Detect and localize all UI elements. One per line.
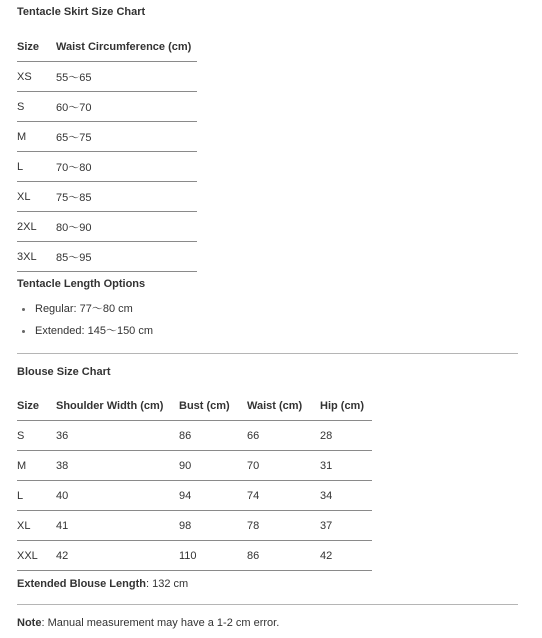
tentacle-length-list — [17, 298, 153, 342]
cell-size: XXL — [17, 541, 56, 571]
table-row — [17, 62, 197, 92]
list-item — [17, 320, 153, 342]
tentacle-length-title: Tentacle Length Options — [17, 278, 146, 290]
note-text: : Manual measurement may have a 1-2 cm error. — [41, 617, 280, 629]
cell-hip: 37 — [320, 511, 372, 541]
column-header-bust: Bust (cm) — [179, 391, 247, 421]
cell-bust: 98 — [179, 511, 247, 541]
column-header-size: Size — [17, 391, 56, 421]
cell-size: S — [17, 92, 56, 122]
cell-bust: 90 — [179, 451, 247, 481]
column-header-shoulder-width: Shoulder Width (cm) — [56, 391, 179, 421]
column-header-size: Size — [17, 32, 56, 62]
table-row — [17, 421, 372, 451]
extended-blouse-length-label: Extended Blouse Length — [17, 578, 146, 590]
cell-size: XL — [17, 182, 56, 212]
column-header-waist: Waist (cm) — [247, 391, 320, 421]
note-label: Note — [17, 617, 42, 629]
cell-waist: 74 — [247, 481, 320, 511]
cell-size: L — [17, 152, 56, 182]
cell-shoulder-width: 42 — [56, 541, 179, 571]
cell-shoulder-width: 41 — [56, 511, 179, 541]
bullet-icon — [22, 308, 25, 311]
cell-waist: 70～80 — [56, 152, 197, 182]
cell-size: S — [17, 421, 56, 451]
cell-waist: 86 — [247, 541, 320, 571]
cell-waist: 75～85 — [56, 182, 197, 212]
table-row — [17, 122, 197, 152]
list-item-label: Regular: 77～80 cm — [35, 303, 133, 315]
measurement-note — [17, 617, 279, 629]
table-header-row — [17, 391, 372, 421]
blouse-chart-title: Blouse Size Chart — [17, 366, 111, 378]
column-header-hip: Hip (cm) — [320, 391, 372, 421]
section-divider — [17, 604, 518, 605]
cell-shoulder-width: 36 — [56, 421, 179, 451]
cell-size: L — [17, 481, 56, 511]
cell-waist: 66 — [247, 421, 320, 451]
table-row — [17, 451, 372, 481]
cell-waist: 80～90 — [56, 212, 197, 242]
table-row — [17, 212, 197, 242]
extended-blouse-length-value: : 132 cm — [145, 578, 189, 590]
cell-hip: 42 — [320, 541, 372, 571]
cell-size: M — [17, 122, 56, 152]
cell-waist: 70 — [247, 451, 320, 481]
table-row — [17, 511, 372, 541]
cell-waist: 78 — [247, 511, 320, 541]
cell-size: XS — [17, 62, 56, 92]
extended-blouse-length — [17, 578, 188, 590]
list-item-label: Extended: 145～150 cm — [35, 325, 154, 337]
cell-size: 2XL — [17, 212, 56, 242]
table-row — [17, 182, 197, 212]
cell-waist: 85～95 — [56, 242, 197, 272]
cell-waist: 65～75 — [56, 122, 197, 152]
skirt-chart-title: Tentacle Skirt Size Chart — [17, 6, 146, 18]
cell-shoulder-width: 38 — [56, 451, 179, 481]
cell-waist: 55～65 — [56, 62, 197, 92]
cell-shoulder-width: 40 — [56, 481, 179, 511]
cell-size: M — [17, 451, 56, 481]
cell-hip: 28 — [320, 421, 372, 451]
blouse-size-table — [17, 391, 372, 571]
column-header-waist-circumference: Waist Circumference (cm) — [56, 32, 197, 62]
skirt-size-table — [17, 32, 197, 272]
table-row — [17, 481, 372, 511]
bullet-icon — [22, 330, 25, 333]
cell-size: 3XL — [17, 242, 56, 272]
table-header-row — [17, 32, 197, 62]
list-item — [17, 298, 153, 320]
section-divider — [17, 353, 518, 354]
table-row — [17, 152, 197, 182]
cell-bust: 94 — [179, 481, 247, 511]
table-row — [17, 541, 372, 571]
table-row — [17, 242, 197, 272]
cell-waist: 60～70 — [56, 92, 197, 122]
cell-bust: 86 — [179, 421, 247, 451]
cell-bust: 110 — [179, 541, 247, 571]
cell-hip: 31 — [320, 451, 372, 481]
cell-size: XL — [17, 511, 56, 541]
table-row — [17, 92, 197, 122]
cell-hip: 34 — [320, 481, 372, 511]
